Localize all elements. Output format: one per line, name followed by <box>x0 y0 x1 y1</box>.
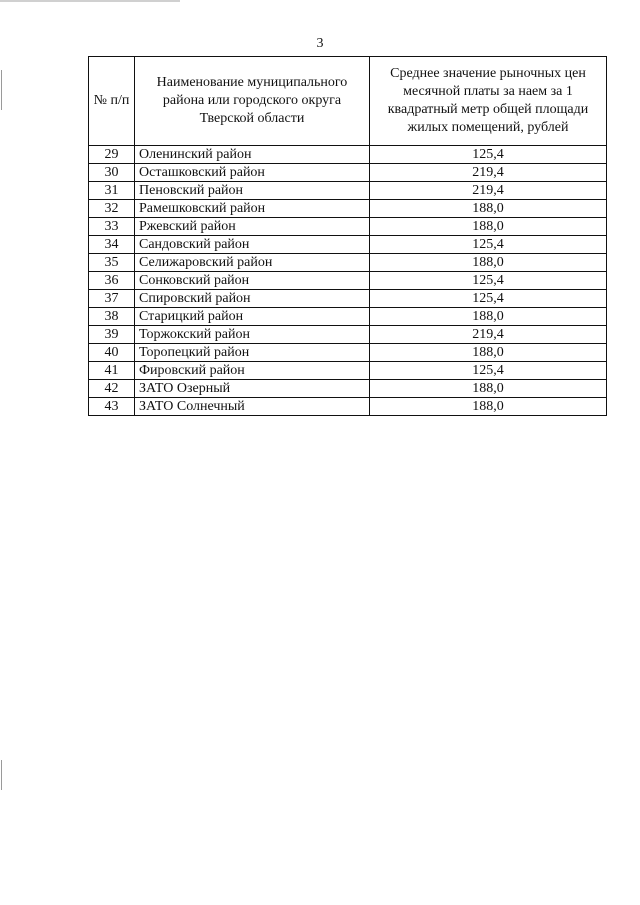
table-row <box>89 344 607 362</box>
row-number: 36 <box>89 272 135 290</box>
municipality-name: Селижаровский район <box>135 254 370 272</box>
table-row <box>89 398 607 416</box>
table-row <box>89 218 607 236</box>
municipality-name: Рамешковский район <box>135 200 370 218</box>
scan-edge-artifact <box>0 0 180 2</box>
average-price: 219,4 <box>370 326 607 344</box>
table-row <box>89 182 607 200</box>
average-price: 188,0 <box>370 254 607 272</box>
table-row <box>89 326 607 344</box>
table-row <box>89 290 607 308</box>
table-header-row <box>89 57 607 146</box>
row-number: 32 <box>89 200 135 218</box>
row-number: 30 <box>89 164 135 182</box>
average-price: 188,0 <box>370 380 607 398</box>
row-number: 34 <box>89 236 135 254</box>
header-number: № п/п <box>89 57 135 146</box>
table-row <box>89 308 607 326</box>
table-row <box>89 164 607 182</box>
average-price: 219,4 <box>370 182 607 200</box>
average-price: 188,0 <box>370 398 607 416</box>
municipality-name: Торопецкий район <box>135 344 370 362</box>
row-number: 29 <box>89 146 135 164</box>
table-row <box>89 272 607 290</box>
municipality-name: Сонковский район <box>135 272 370 290</box>
average-price: 188,0 <box>370 308 607 326</box>
average-price: 125,4 <box>370 290 607 308</box>
average-price: 125,4 <box>370 272 607 290</box>
average-price: 188,0 <box>370 344 607 362</box>
average-price: 188,0 <box>370 200 607 218</box>
table-body <box>89 146 607 416</box>
table-row <box>89 236 607 254</box>
header-municipality: Наименование муниципального района или городского округа Тверской области <box>135 57 370 146</box>
average-price: 219,4 <box>370 164 607 182</box>
row-number: 31 <box>89 182 135 200</box>
row-number: 41 <box>89 362 135 380</box>
municipality-name: Фировский район <box>135 362 370 380</box>
municipality-name: ЗАТО Солнечный <box>135 398 370 416</box>
municipality-name: Ржевский район <box>135 218 370 236</box>
municipality-name: Торжокский район <box>135 326 370 344</box>
row-number: 42 <box>89 380 135 398</box>
average-price: 125,4 <box>370 236 607 254</box>
table-row <box>89 200 607 218</box>
table-row <box>89 254 607 272</box>
row-number: 43 <box>89 398 135 416</box>
municipality-name: Оленинский район <box>135 146 370 164</box>
scan-margin-mark <box>1 760 2 790</box>
municipality-name: ЗАТО Озерный <box>135 380 370 398</box>
page-number: 3 <box>316 36 324 51</box>
row-number: 39 <box>89 326 135 344</box>
rent-prices-table <box>88 56 607 416</box>
row-number: 33 <box>89 218 135 236</box>
row-number: 38 <box>89 308 135 326</box>
average-price: 188,0 <box>370 218 607 236</box>
municipality-name: Спировский район <box>135 290 370 308</box>
municipality-name: Пеновский район <box>135 182 370 200</box>
municipality-name: Сандовский район <box>135 236 370 254</box>
row-number: 37 <box>89 290 135 308</box>
municipality-name: Старицкий район <box>135 308 370 326</box>
table-row <box>89 362 607 380</box>
header-average-price: Среднее значение рыночных цен месячной платы за наем за 1 квадратный метр общей площади жилых помещений, рублей <box>370 57 607 146</box>
average-price: 125,4 <box>370 146 607 164</box>
municipality-name: Осташковский район <box>135 164 370 182</box>
scan-margin-mark <box>1 70 2 110</box>
average-price: 125,4 <box>370 362 607 380</box>
row-number: 35 <box>89 254 135 272</box>
table-row <box>89 380 607 398</box>
row-number: 40 <box>89 344 135 362</box>
table-row <box>89 146 607 164</box>
